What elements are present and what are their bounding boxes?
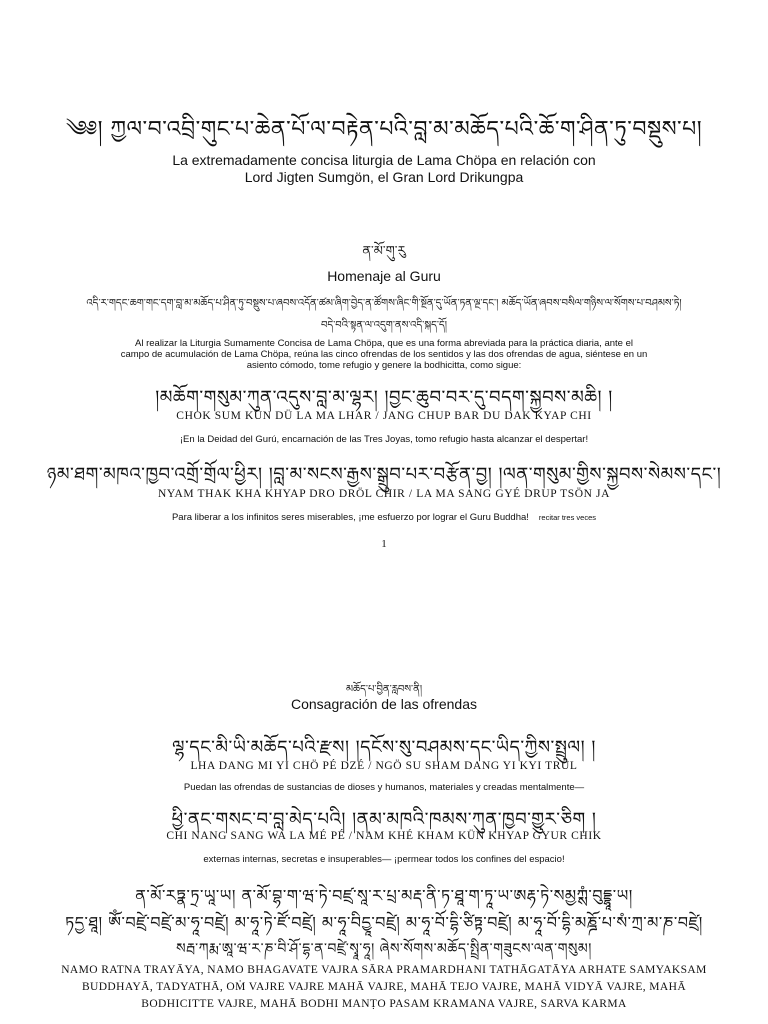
mantra-tibetan-line2: ཏདྱ་ཐཱ། ཨོཾ་བཛྲེ་བཛྲེ་མ་ཧཱ་བཛྲེ། མ་ཧཱ་ཏེ་ཛོ་བཛྲེ། མ་ཧཱ་བིདྱཱ་བཛྲེ། མ་ཧཱ་བོ་དྷི་ཙིཏྟ་བཛྲེ། མ་ཧཱ་བོ་དྷི་མཎྜོ་པ་སཾ་ཀྲ་མ་ཎ་བཛྲེ། [65, 913, 703, 932]
consecration-verse2-tibetan: ཕྱི་ནང་གསང་བ་བླ་མེད་པའི། །ནམ་མཁའི་ཁམས་ཀུན་ཁྱབ་གྱུར་ཅིག ། [171, 809, 597, 830]
title-spanish: La extremadamente concisa liturgia de Lama Chöpa en relación con Lord Jigten Sumgön, el Gran Lord Drikungpa [172, 152, 596, 185]
consecration-verse1-tibetan: ལྷ་དང་མི་ཡི་མཆོད་པའི་རྫས། །དངོས་སུ་བཤམས་དང་ཡིད་ཀྱིས་སྤྲུལ། ། [172, 737, 596, 758]
refuge-verse-translation: ¡En la Deidad del Gurú, encarnación de las Tres Joyas, tomo refugio hasta alcanzar el despertar! [179, 434, 589, 445]
bodhicitta-verse-translation: Para liberar a los infinitos seres miserables, ¡me esfuerzo por lograr el Guru Buddha! [171, 512, 529, 523]
recite-note: recitar tres veces [538, 513, 597, 522]
homage-intro-tibetan-line2: བདེ་བའི་སྟན་ལ་འདུག་ནས་འདི་སྐད་དོ། [321, 320, 447, 331]
bodhicitta-verse-tibetan: ཉམ་ཐག་མཁའ་ཁྱབ་འགྲོ་གྲོལ་ཕྱིར། །བླ་མ་སངས་རྒྱས་སྒྲུབ་པར་བརྩོན་བྱ། །ལན་གསུམ་གྱིས་སྐྱབས་སེམས་དང་། [46, 464, 722, 485]
consecration-heading: Consagración de las ofrendas [290, 696, 477, 712]
consecration-verse1-transliteration: LHA DANG MI YI CHÖ PÉ DZÉ / NGÖ SU SHAM DANG YI KYI TRÜL [190, 760, 578, 772]
mantra-tibetan-line3: སརྦ་ཀརྨ་ཨཱ་ཝ་ར་ཎ་བི་ཤོ་དྷ་ན་བཛྲེ་སྭཱ་ཧཱ། ཞེས་སོགས་མཆོད་སྤྲིན་གཟུངས་ལན་གསུམ། [176, 941, 592, 957]
title-tibetan: ༄༅། ཀྱལ་བ་འབྲི་གུང་པ་ཆེན་པོ་ལ་བརྟེན་པའི་བླ་མ་མཆོད་པའི་ཆོ་ག་ཤིན་ཏུ་བསྡུས་པ། [65, 117, 703, 142]
refuge-verse-transliteration: CHOK SUM KÜN DÜ LA MA LHAR / JANG CHUP BAR DU DAK KYAP CHI [176, 410, 592, 422]
homage-intro-spanish: Al realizar la Liturgia Sumamente Concisa de Lama Chöpa, que es una forma abreviada para la práctica diaria, ante el campo de acumulación de Lama Chöpa, reúna las cinco ofrendas de los sentidos y las dos ofrendas de agua, siéntese en un asiento cómodo, tome refugio y genere la bodhicitta, como sigue: [120, 338, 648, 371]
consecration-verse2-transliteration: CHI NANG SANG WA LA MÉ PÉ / NAM KHÉ KHAM KÜN KHYAP GYUR CHIK [166, 830, 602, 842]
homage-heading-tibetan: ན་མོ་གུ་རུ [362, 244, 406, 259]
refuge-verse-tibetan: །མཆོག་གསུམ་ཀུན་འདུས་བླ་མ་ལྷར། །བྱང་ཆུབ་བར་དུ་བདག་སྐྱབས་མཆི། ། [155, 387, 613, 408]
consecration-verse1-translation: Puedan las ofrendas de sustancias de dioses y humanos, materiales y creadas mentalmente— [183, 782, 585, 793]
mantra-transliteration: NAMO RATNA TRAYĀYA, NAMO BHAGAVATE VAJRA SĀRA PRAMARDHANI TATHĀGATĀYA ARHATE SAMYAKSAM BUDDHAYĀ, TADYATHĀ, OṀ VAJRE VAJRE MAHĀ VAJRE, MAHĀ TEJO VAJRE, MAHĀ VIDYĀ VAJRE, MAHĀ BODHICITTE VAJRE, MAHĀ BODHI MANṬO PASAM KRAMANA VAJRE, SARVA KARMA [61, 964, 707, 1010]
page-number: 1 [381, 538, 387, 550]
bodhicitta-verse-translation-line [0, 512, 768, 523]
consecration-verse2-translation: externas internas, secretas e insuperables— ¡permear todos los confines del espacio! [203, 854, 565, 865]
homage-intro-tibetan-line1: འདི་ར་གདང་ཆག་གང་དག་བླ་མ་མཆོད་པ་ཤིན་ཏུ་བསྡུས་པ་ཞབས་འདོན་ཚམ་ཞིག་བྱེད་ན་ཚོགས་ཞིང་གི་སྔོན་དུ་ཡོན་ཏན་ལྔ་དང་། མཆོད་ཡོན་ཞབས་བསིལ་གཉིས་ལ་སོགས་པ་བཤམས་ཏེ། [86, 298, 682, 309]
bodhicitta-verse-transliteration: NYAM THAK KHA KHYAP DRO DRÖL CHIR / LA MA SANG GYÉ DRUP TSÖN JA [157, 488, 611, 500]
consecration-heading-tibetan: མཆོད་པ་བྱིན་རླབས་ནི། [345, 684, 423, 695]
homage-heading: Homenaje al Guru [327, 268, 441, 284]
mantra-tibetan-line1: ན་མོ་རཏྣ་ཏྲ་ཡཱ་ཡ། ན་མོ་བྷ་ག་ཝ་ཏེ་བཛྲ་སཱ་ར་པྲ་མརྡ་ནི་ཏ་ཐཱ་ག་ཏཱ་ཡ་ཨརྷ་ཏེ་སམྱཀྶཾ་བུདྡྷཱ་ཡ། [135, 886, 633, 905]
